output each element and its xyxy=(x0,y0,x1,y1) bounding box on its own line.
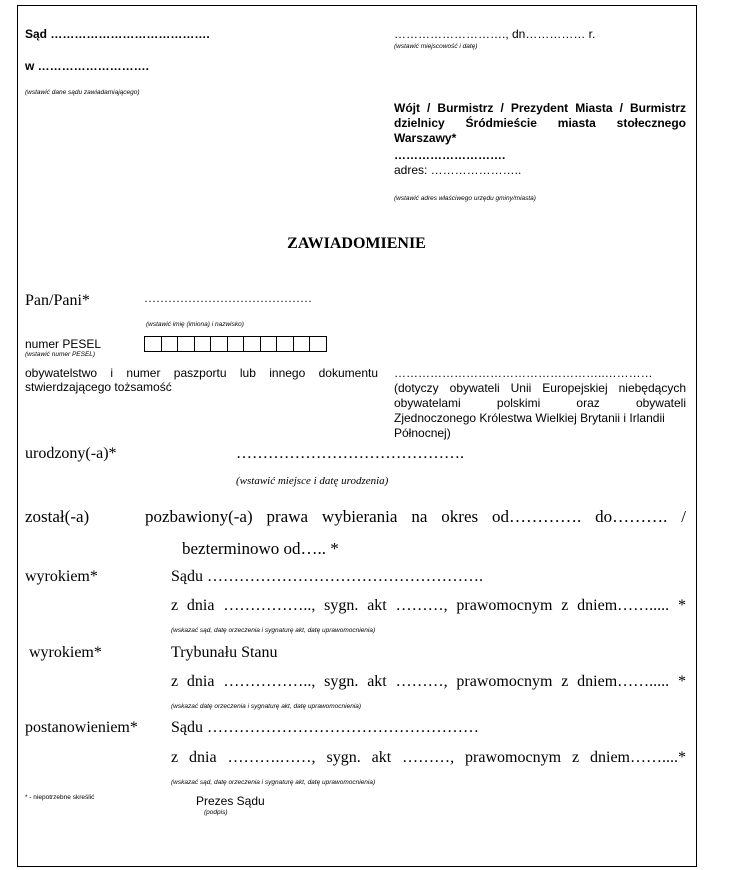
recipient-line-3: Warszawy* xyxy=(394,131,457,145)
person-label: Pan/Pani* xyxy=(25,292,90,309)
verdict-2-details: z dnia …………….., sygn. akt ………, prawomocnym z dniem……..... * xyxy=(171,673,686,690)
pesel-digit-box[interactable] xyxy=(294,337,311,351)
court-hint: (wstawić dane sądu zawiadamiającego) xyxy=(25,89,140,96)
recipient-line-1: Wójt / Burmistrz / Prezydent Miasta / Burmistrz xyxy=(394,101,686,115)
citizenship-note-2: obywatelami polskimi oraz obywateli xyxy=(394,396,686,410)
pesel-digit-box[interactable] xyxy=(211,337,228,351)
court-line: Sąd …………………………………. xyxy=(25,27,210,41)
deprived-indefinite: bezterminowo od….. * xyxy=(182,539,339,558)
pesel-label: numer PESEL xyxy=(25,337,102,351)
born-dots: ……………………………………. xyxy=(236,445,464,462)
citizenship-label-1: obywatelstwo i numer paszportu lub innego dokumentu xyxy=(25,366,378,380)
pesel-digit-box[interactable] xyxy=(178,337,195,351)
person-name-dots: …………………………………… xyxy=(144,291,312,305)
decision-hint: (wskazać sąd, datę orzeczenia i sygnaturę akt, datę uprawomocnienia) xyxy=(171,779,376,786)
verdict-2-court: Trybunału Stanu xyxy=(171,644,278,661)
pesel-boxes[interactable] xyxy=(144,336,327,352)
pesel-digit-box[interactable] xyxy=(195,337,212,351)
born-label: urodzony(-a)* xyxy=(25,445,117,462)
place-date-line: ………………………., dn…………… r. xyxy=(394,27,596,41)
verdict-1-details: z dnia …………….., sygn. akt ………, prawomocnym z dniem……..... * xyxy=(171,597,686,614)
signature-label: Prezes Sądu xyxy=(196,794,265,808)
verdict-1-court: Sądu ……………………………………………. xyxy=(171,568,483,585)
pesel-digit-box[interactable] xyxy=(310,337,327,351)
recipient-address: adres: ………………….. xyxy=(394,163,522,177)
person-name-hint: (wstawić imię (imiona) i nazwisko) xyxy=(146,321,244,328)
citizenship-note-4: Północnej) xyxy=(394,426,451,440)
verdict-1-label: wyrokiem* xyxy=(25,568,98,585)
citizenship-note-3: Zjednoczonego Królestwa Wielkiej Brytanii i Irlandii xyxy=(394,411,665,425)
born-hint: (wstawić miejsce i datę urodzenia) xyxy=(236,475,389,487)
citizenship-dots: ……………………………………………..………… xyxy=(394,366,653,380)
document-title: ZAWIADOMIENIE xyxy=(287,235,426,252)
recipient-dots: ………………………. xyxy=(394,148,506,162)
pesel-digit-box[interactable] xyxy=(162,337,179,351)
decision-court: Sądu …………………………………………… xyxy=(171,719,479,736)
decision-details: z dnia ……….……, sygn. akt ………, prawomocnym z dniem……....* xyxy=(171,749,686,766)
document-page xyxy=(17,5,697,867)
place-date-hint: (wstawić miejscowość i datę) xyxy=(394,43,478,50)
decision-label: postanowieniem* xyxy=(25,719,138,736)
pesel-digit-box[interactable] xyxy=(277,337,294,351)
footnote: * - niepotrzebne skreślić xyxy=(25,794,95,801)
verdict-1-hint: (wskazać sąd, datę orzeczenia i sygnaturę akt, datę uprawomocnienia) xyxy=(171,627,376,634)
citizenship-label-2: stwierdzającego tożsamość xyxy=(25,380,172,394)
recipient-line-2: dzielnicy Śródmieście miasta stołecznego xyxy=(394,116,686,130)
deprived-label: został(-a) xyxy=(25,507,90,526)
pesel-digit-box[interactable] xyxy=(228,337,245,351)
court-location-line: w ………………………. xyxy=(25,59,150,73)
verdict-2-hint: (wskazać datę orzeczenia i sygnaturę akt, datę uprawomocnienia) xyxy=(171,703,362,710)
citizenship-note-1: (dotyczy obywateli Unii Europejskiej niebędących xyxy=(394,381,686,395)
signature-hint: (podpis) xyxy=(204,809,228,816)
pesel-digit-box[interactable] xyxy=(261,337,278,351)
verdict-2-label: wyrokiem* xyxy=(29,644,102,661)
pesel-digit-box[interactable] xyxy=(145,337,162,351)
deprived-period: pozbawiony(-a) prawa wybierania na okres od…………. do………. / xyxy=(145,507,686,526)
pesel-hint: (wstawić numer PESEL) xyxy=(25,351,96,358)
pesel-digit-box[interactable] xyxy=(244,337,261,351)
recipient-address-hint: (wstawić adres właściwego urzędu gminy/miasta) xyxy=(394,195,536,202)
